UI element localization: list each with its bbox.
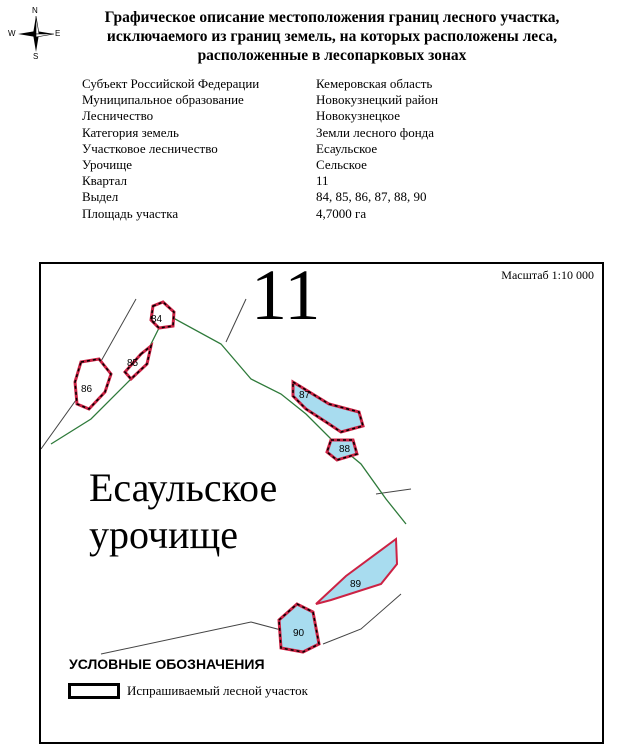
info-row: [82, 125, 516, 141]
parcel-89: [316, 539, 397, 604]
info-row: [82, 92, 516, 108]
info-row: [82, 76, 516, 92]
info-value: 11: [316, 173, 329, 189]
legend-swatch: [68, 683, 120, 699]
info-value: 4,7000 га: [316, 205, 367, 221]
compass-e: E: [55, 29, 61, 38]
place-name-line: урочище: [89, 512, 239, 557]
quarter-number: 11: [251, 262, 321, 335]
map-frame[interactable]: [39, 262, 604, 744]
plot-label-90: 90: [293, 628, 305, 639]
info-value: Кемеровская область: [316, 76, 433, 91]
info-key: Муниципальное образование: [82, 92, 244, 108]
plot-label-85: 85: [127, 358, 139, 369]
legend-label: Испрашиваемый лесной участок: [127, 683, 308, 698]
map-scale: Масштаб 1:10 000: [501, 268, 594, 282]
info-key: Участковое лесничество: [82, 140, 218, 156]
info-key: Урочище: [82, 157, 133, 173]
info-table: [82, 76, 516, 222]
title-line: исключаемого из границ земель, на которых расположены леса,: [106, 28, 558, 45]
info-row: [82, 173, 516, 189]
info-key: Выдел: [82, 189, 119, 205]
info-row: [82, 206, 516, 222]
title-line: Графическое описание местоположения границ лесного участка,: [104, 9, 560, 26]
plot-label-87: 87: [299, 390, 311, 401]
plot-label-89: 89: [350, 579, 362, 590]
info-value: Новокузнецкий район: [316, 92, 439, 108]
title-line: расположенные в лесопарковых зонах: [197, 47, 467, 64]
boundary-line: [226, 299, 246, 342]
plot-label-84: 84: [151, 314, 163, 325]
info-row: [82, 157, 516, 173]
compass-w: W: [8, 29, 16, 38]
compass-rose: [10, 8, 62, 60]
info-key: Площадь участка: [82, 205, 179, 221]
info-row: [82, 108, 516, 124]
info-key: Лесничество: [82, 108, 154, 124]
place-name: [89, 464, 277, 558]
place-name-line: Есаульское: [89, 465, 278, 510]
info-value: Земли лесного фонда: [316, 124, 435, 140]
legend-title: УСЛОВНЫЕ ОБОЗНАЧЕНИЯ: [69, 656, 265, 672]
info-key: Субъект Российской Федерации: [82, 76, 260, 91]
info-value: Есаульское: [316, 140, 378, 156]
info-value: 84, 85, 86, 87, 88, 90: [316, 189, 427, 205]
info-value: Новокузнецкое: [316, 108, 400, 124]
boundary-line: [101, 622, 296, 654]
plot-label-86: 86: [81, 384, 93, 395]
boundary-line: [323, 594, 401, 644]
info-key: Квартал: [82, 173, 127, 189]
info-row: [82, 141, 516, 157]
info-row: [82, 189, 516, 205]
info-key: Категория земель: [82, 124, 179, 140]
plot-label-88: 88: [339, 444, 351, 455]
compass-s: S: [33, 52, 39, 61]
document-title: [82, 8, 582, 65]
compass-n: N: [32, 6, 38, 15]
info-value: Сельское: [316, 157, 367, 173]
